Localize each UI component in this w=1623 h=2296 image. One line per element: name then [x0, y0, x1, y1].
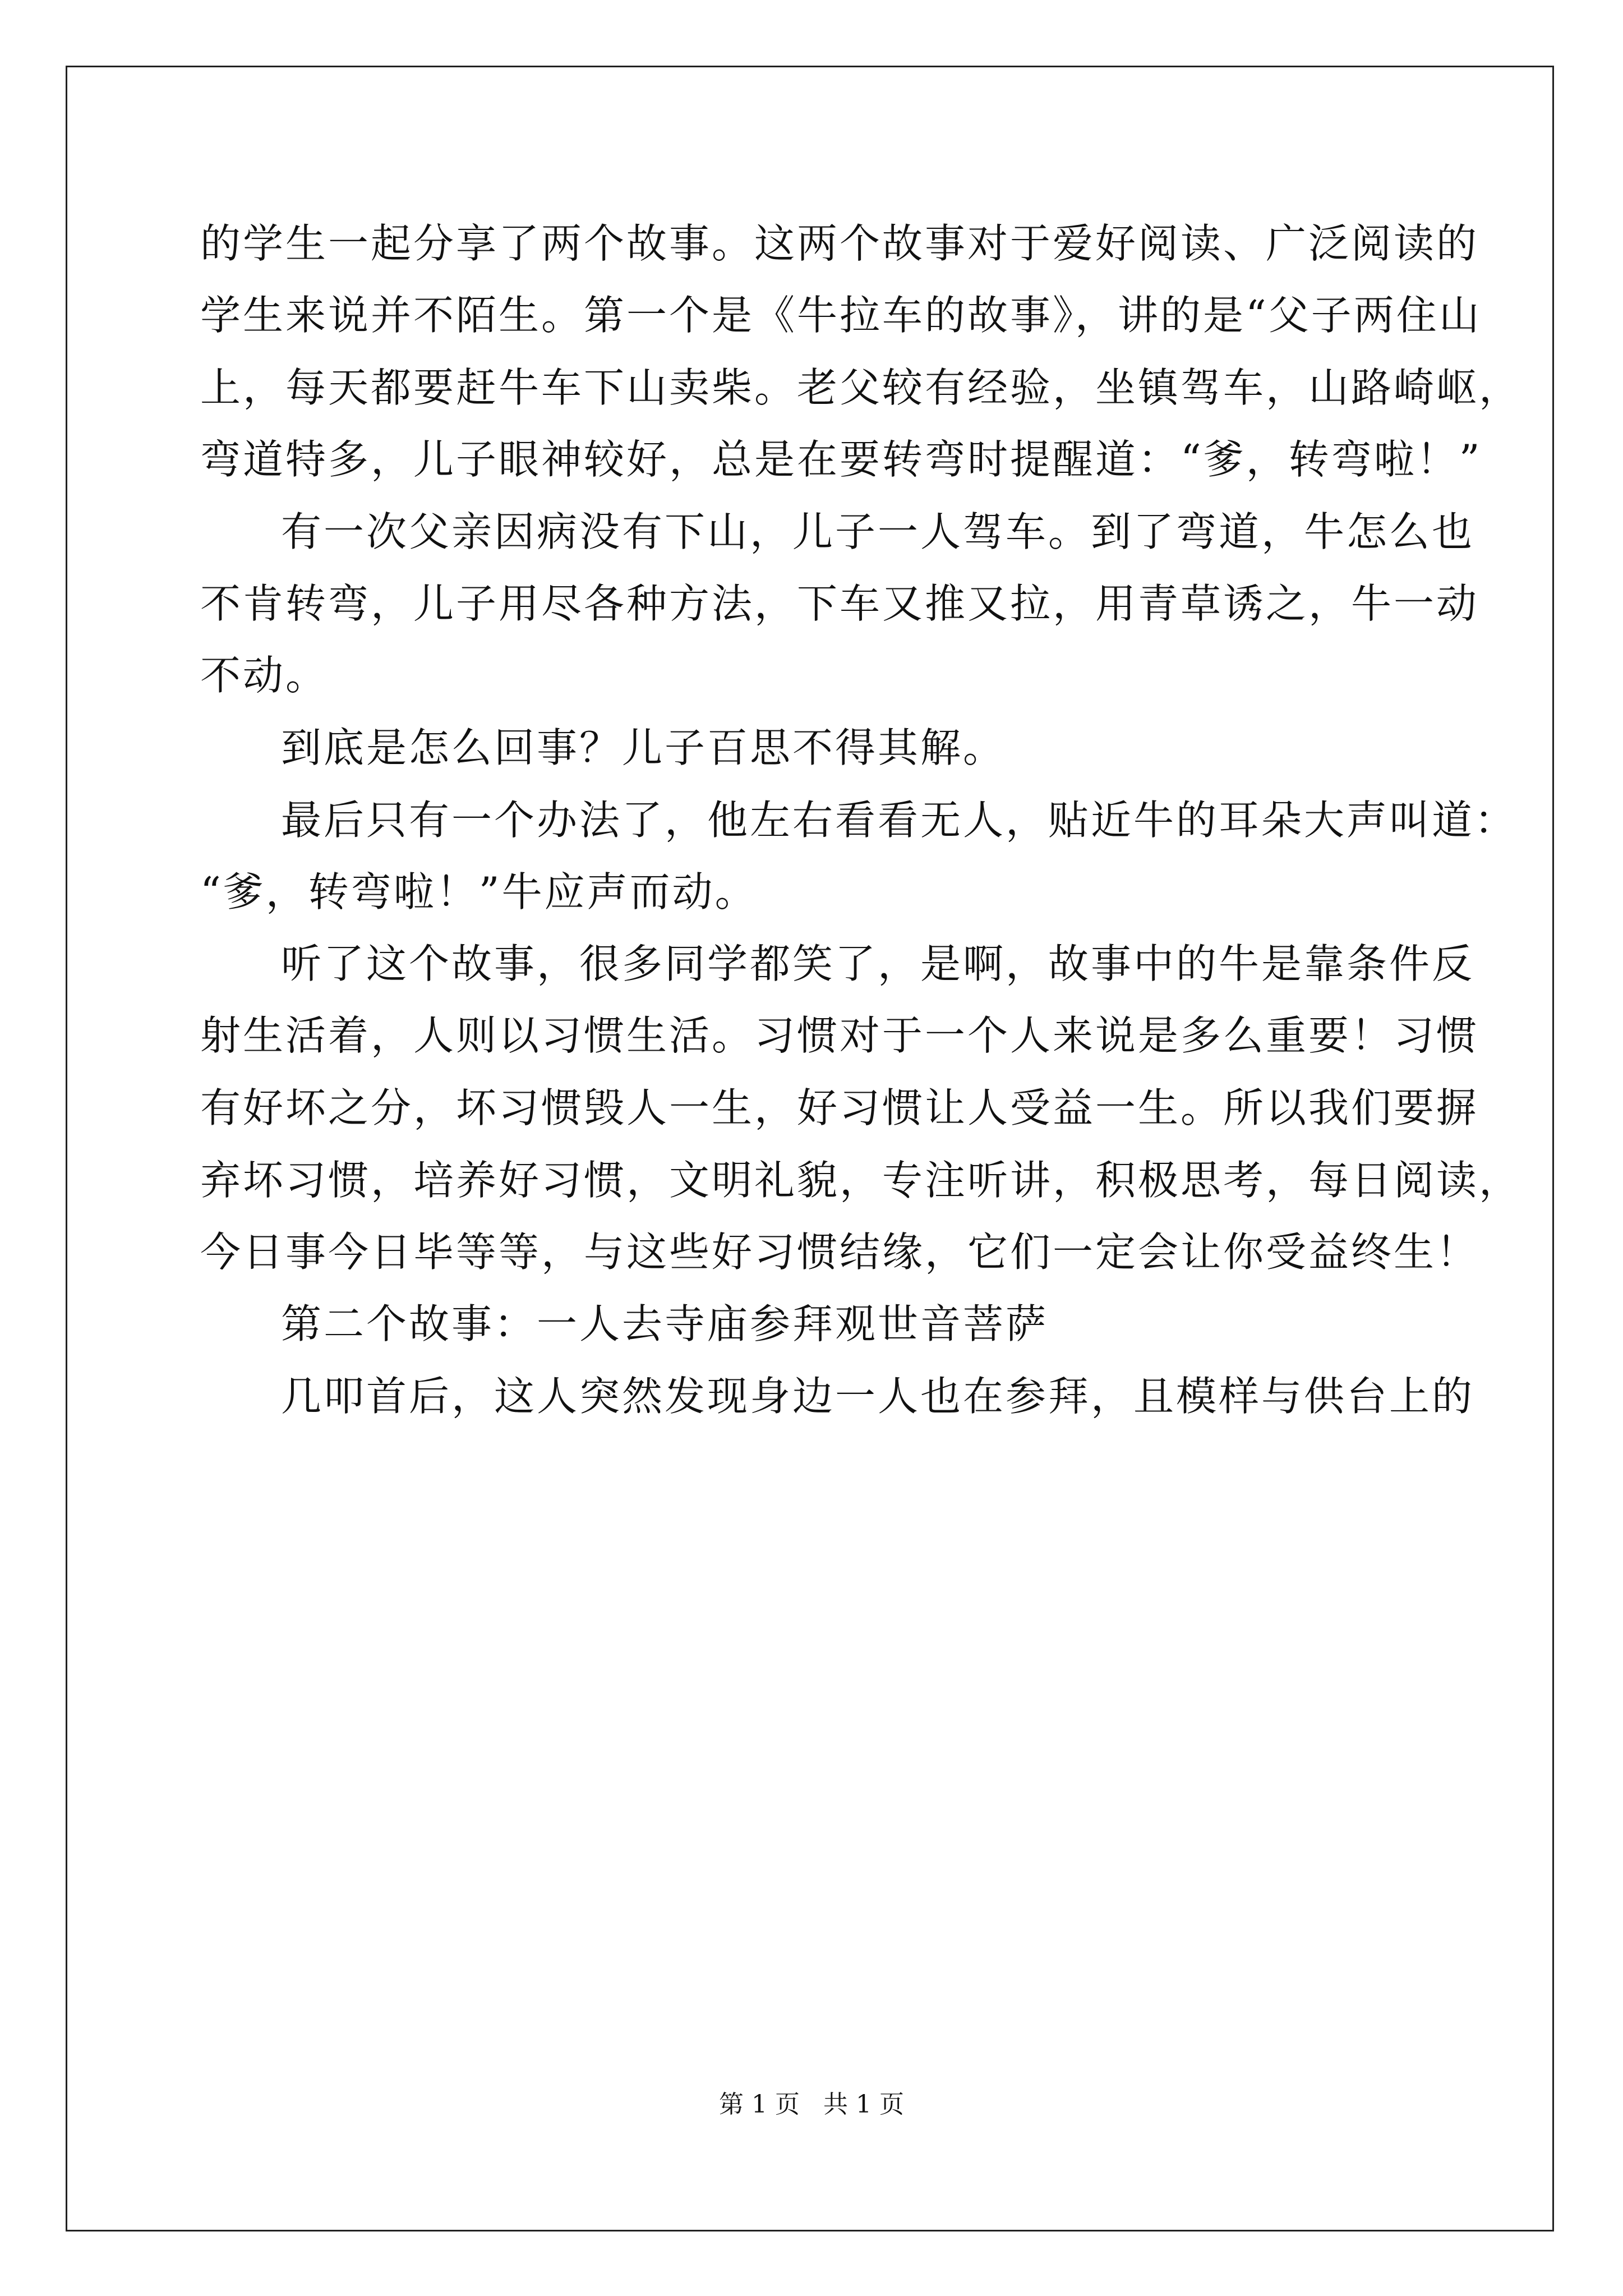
paragraph-first-line: 第二个故事：一人去寺庙参拜观世音菩萨 [281, 1300, 1049, 1347]
text-line: 射生活着，人则以习惯生活。习惯对于一个人来说是多么重要！习惯 [200, 1012, 1479, 1059]
text-line: 学生来说并不陌生。第一个是《牛拉车的故事》，讲的是“父子两住山 [200, 292, 1482, 339]
text-line: 的学生一起分享了两个故事。这两个故事对于爱好阅读、广泛阅读的 [200, 220, 1479, 267]
text-line: 不动。 [200, 652, 329, 699]
text-line: 有好坏之分，坏习惯毁人一生，好习惯让人受益一生。所以我们要摒 [200, 1084, 1479, 1131]
paragraph-first-line: 几叩首后，这人突然发现身边一人也在参拜，且模样与供台上的 [281, 1373, 1475, 1420]
page-footer: 第 1 页 共 1 页 [719, 2090, 904, 2119]
paragraph-first-line: 最后只有一个办法了，他左右看看无人，贴近牛的耳朵大声叫道： [281, 797, 1518, 844]
text-line: 弯道特多，儿子眼神较好，总是在要转弯时提醒道：“爹，转弯啦！” [200, 436, 1482, 483]
text-line: 弃坏习惯，培养好习惯，文明礼貌，专注听讲，积极思考，每日阅读， [200, 1157, 1522, 1204]
text-line: 今日事今日毕等等，与这些好习惯结缘，它们一定会让你受益终生！ [200, 1228, 1479, 1276]
paragraph-first-line: 到底是怎么回事？儿子百思不得其解。 [281, 724, 1006, 771]
paragraph-first-line: 有一次父亲因病没有下山，儿子一人驾车。到了弯道，牛怎么也 [281, 508, 1475, 555]
text-line: 上，每天都要赶牛车下山卖柴。老父较有经验，坐镇驾车，山路崎岖， [200, 364, 1522, 411]
paragraph-first-line: 听了这个故事，很多同学都笑了，是啊，故事中的牛是靠条件反 [281, 940, 1475, 987]
text-line: 不肯转弯，儿子用尽各种方法，下车又推又拉，用青草诱之，牛一动 [200, 580, 1479, 627]
text-line: “爹，转弯啦！”牛应声而动。 [200, 868, 758, 915]
